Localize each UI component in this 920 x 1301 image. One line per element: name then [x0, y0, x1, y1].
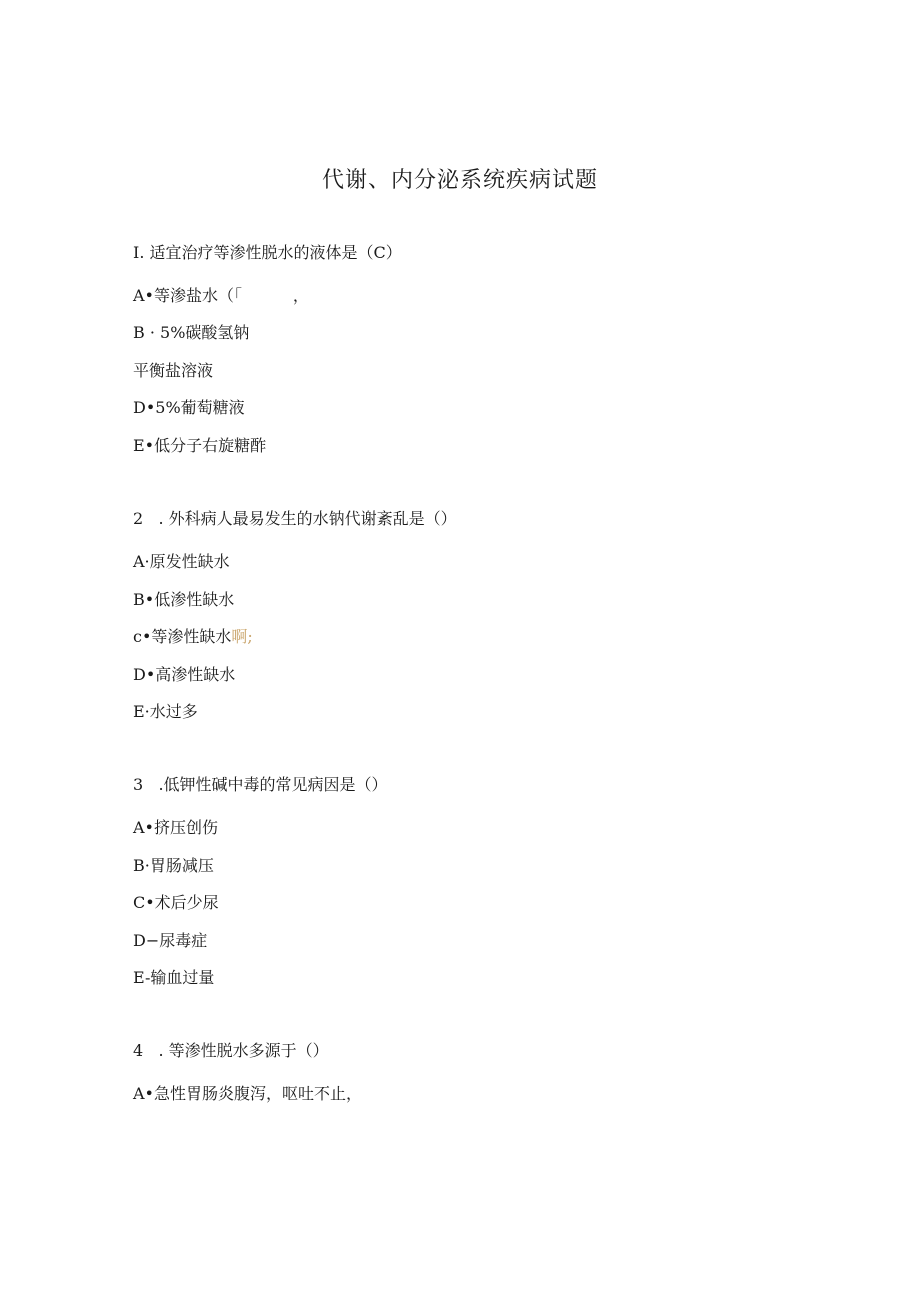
question-4-stem: 4 . 等渗性脱水多源于（） [133, 1041, 329, 1060]
question-3-option-b: B·胃肠减压 [133, 856, 214, 875]
question-2-option-e: E·水过多 [133, 702, 198, 721]
question-4-option-a: A•急性胃肠炎腹泻，呕吐不止， [133, 1084, 362, 1103]
question-2-stem: 2 . 外科病人最易发生的水钠代谢紊乱是（） [133, 509, 457, 528]
question-1-option-b: B · 5%碳酸氢钠 [133, 323, 250, 342]
question-3-option-d: D−尿毒症 [133, 931, 208, 950]
question-2-option-d: D•高渗性缺水 [133, 665, 236, 684]
question-3-option-e: E-输血过量 [133, 968, 215, 987]
question-2-option-c: c•等渗性缺水 [133, 627, 232, 646]
question-1-option-a: A•等渗盐水（「 ， [133, 286, 309, 305]
question-2-option-a: A·原发性缺水 [133, 552, 230, 571]
question-2-option-c-row [133, 626, 253, 648]
question-1-stem: I. 适宜治疗等渗性脱水的液体是（C） [133, 243, 402, 262]
question-2-option-b: B•低渗性缺水 [133, 590, 235, 609]
question-3-option-a: A•挤压创伤 [133, 818, 218, 837]
question-1-option-d: D•5%葡萄糖液 [133, 398, 245, 417]
question-1-option-e: E•低分子右旋糖酢 [133, 436, 267, 455]
question-3-stem: 3 .低钾性碱中毒的常见病因是（） [133, 775, 388, 794]
page-title: 代谢、内分泌系统疾病试题 [321, 168, 598, 193]
question-2-annotation: 啊; [231, 627, 253, 646]
question-1-option-c: 平衡盐溶液 [133, 361, 214, 380]
question-3-option-c: C•术后少尿 [133, 893, 219, 912]
